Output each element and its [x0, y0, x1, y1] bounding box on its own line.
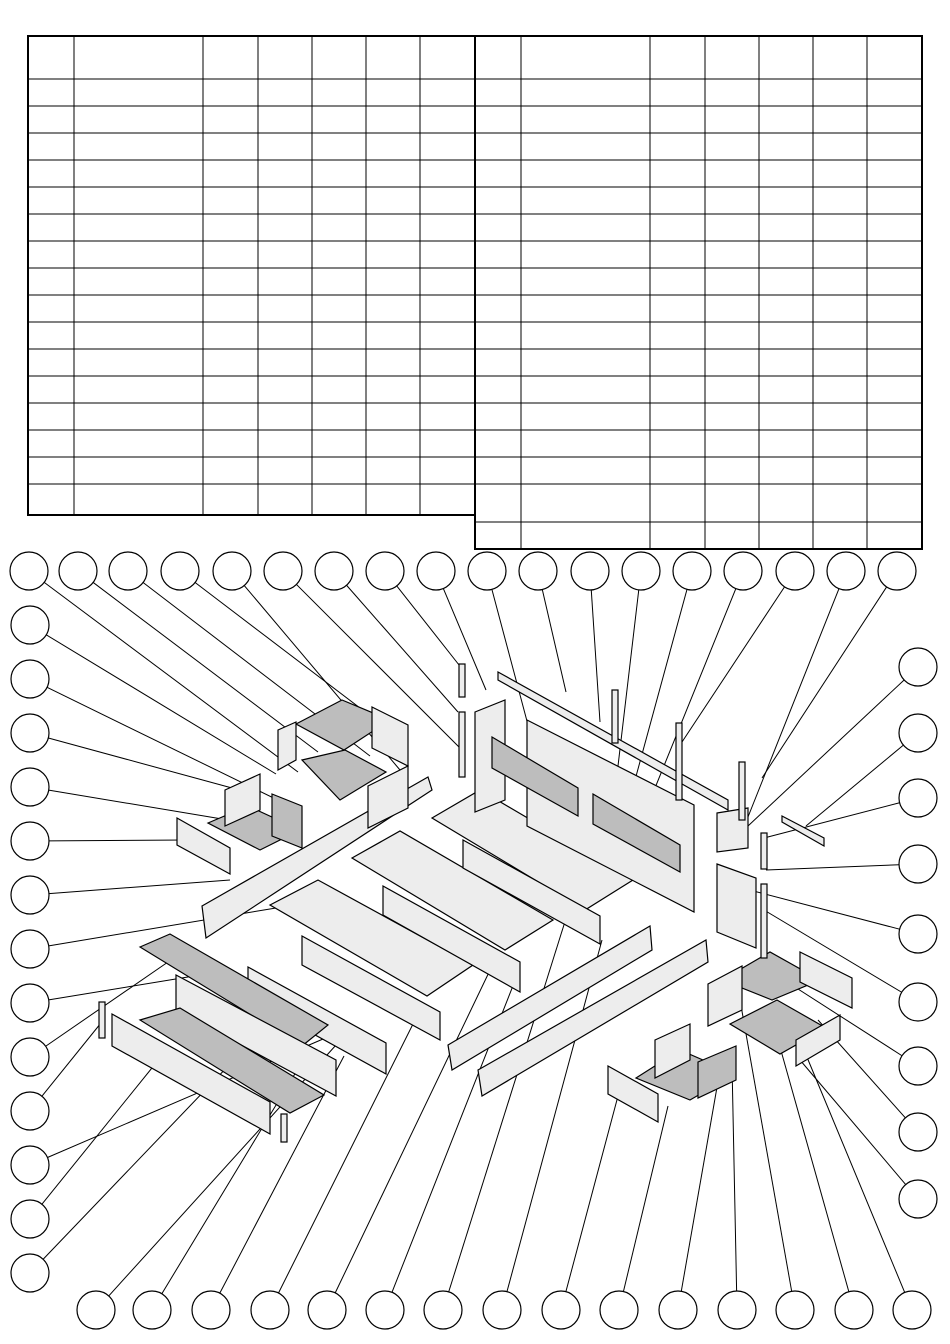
leader-line [49, 880, 230, 894]
callout-bubble [899, 714, 937, 752]
callout-bubble [878, 552, 916, 590]
parts-list-table-right [474, 35, 923, 550]
callout-bubble [251, 1291, 289, 1329]
callout-bubble [11, 1146, 49, 1184]
callout-bubble [899, 1180, 937, 1218]
callout-bubble [11, 876, 49, 914]
callout-bubble [11, 984, 49, 1022]
leader-line [46, 635, 276, 774]
callout-bubble [264, 552, 302, 590]
callout-bubble [519, 552, 557, 590]
callout-bubble [11, 660, 49, 698]
leader-line [623, 1106, 668, 1292]
leader-line [49, 840, 186, 841]
callout-bubble [659, 1291, 697, 1329]
callout-bubble [11, 1254, 49, 1292]
callout-bubble [718, 1291, 756, 1329]
post [459, 664, 465, 697]
right-table-border [475, 36, 922, 549]
callout-bubble [11, 1092, 49, 1130]
callout-bubble [622, 552, 660, 590]
callout-bubble [424, 1291, 462, 1329]
callout-bubble [109, 552, 147, 590]
callout-bubble [468, 552, 506, 590]
callout-bubble [133, 1291, 171, 1329]
callout-bubble [315, 552, 353, 590]
leader-line [682, 587, 785, 742]
post [459, 712, 465, 777]
nightstand-side [372, 707, 408, 766]
callout-bubble [724, 552, 762, 590]
leader-line [681, 1070, 720, 1291]
callout-bubble [192, 1291, 230, 1329]
leader-line [618, 590, 639, 766]
post [612, 690, 618, 743]
nightstand-side [708, 966, 742, 1026]
callout-bubble [11, 1038, 49, 1076]
leader-line [542, 590, 566, 692]
post [676, 723, 682, 800]
callout-bubble [11, 930, 49, 968]
callout-bubble [11, 768, 49, 806]
callout-bubble [161, 552, 199, 590]
leader-line [778, 1040, 849, 1292]
leader-line [397, 586, 463, 670]
callout-bubble [899, 1047, 937, 1085]
callout-bubble [11, 606, 49, 644]
leader-line [44, 582, 298, 772]
leader-line [732, 1064, 737, 1291]
nightstand-side [800, 952, 852, 1008]
exploded-assembly-diagram [0, 548, 950, 1344]
leader-line [762, 587, 887, 778]
leader-line [766, 865, 899, 870]
callout-bubble [10, 552, 48, 590]
callout-bubble [571, 552, 609, 590]
leader-line [804, 1050, 905, 1292]
callout-bubble [899, 915, 937, 953]
callout-bubble [542, 1291, 580, 1329]
post [739, 762, 745, 820]
callout-bubble [366, 1291, 404, 1329]
callout-bubble [77, 1291, 115, 1329]
side-panel [717, 864, 756, 948]
callout-bubble [776, 552, 814, 590]
leader-line [46, 962, 168, 1046]
leader-line [347, 585, 458, 712]
post [761, 884, 767, 958]
callout-bubble [308, 1291, 346, 1329]
callout-bubble [59, 552, 97, 590]
leader-line [566, 1096, 618, 1292]
parts-list-table-left [27, 35, 476, 516]
callout-bubble [835, 1291, 873, 1329]
callout-bubble [213, 552, 251, 590]
post [99, 1002, 105, 1038]
callout-bubble [11, 822, 49, 860]
leader-line [42, 1058, 160, 1204]
leader-line [748, 680, 904, 826]
callout-bubble [899, 648, 937, 686]
callout-bubble [899, 845, 937, 883]
callout-bubble [11, 1200, 49, 1238]
post [281, 1114, 287, 1142]
connector-bracket [782, 816, 824, 846]
callout-bubble [899, 779, 937, 817]
callout-bubble [11, 714, 49, 752]
callout-bubble [776, 1291, 814, 1329]
callout-bubble [899, 983, 937, 1021]
callout-bubble [600, 1291, 638, 1329]
leader-line [806, 745, 903, 826]
leader-line [48, 738, 232, 788]
callout-bubble [893, 1291, 931, 1329]
callout-bubble [673, 552, 711, 590]
callout-bubble [899, 1113, 937, 1151]
drawer-back [698, 1046, 736, 1098]
leader-line [49, 790, 228, 820]
callout-bubble [366, 552, 404, 590]
nightstand-side [278, 722, 296, 770]
leader-line [591, 590, 600, 722]
post [761, 833, 767, 869]
callout-bubble [417, 552, 455, 590]
leader-line [742, 589, 839, 832]
leader-line [42, 1018, 105, 1096]
callout-bubble [827, 552, 865, 590]
callout-bubble [483, 1291, 521, 1329]
left-table-border [28, 36, 475, 515]
